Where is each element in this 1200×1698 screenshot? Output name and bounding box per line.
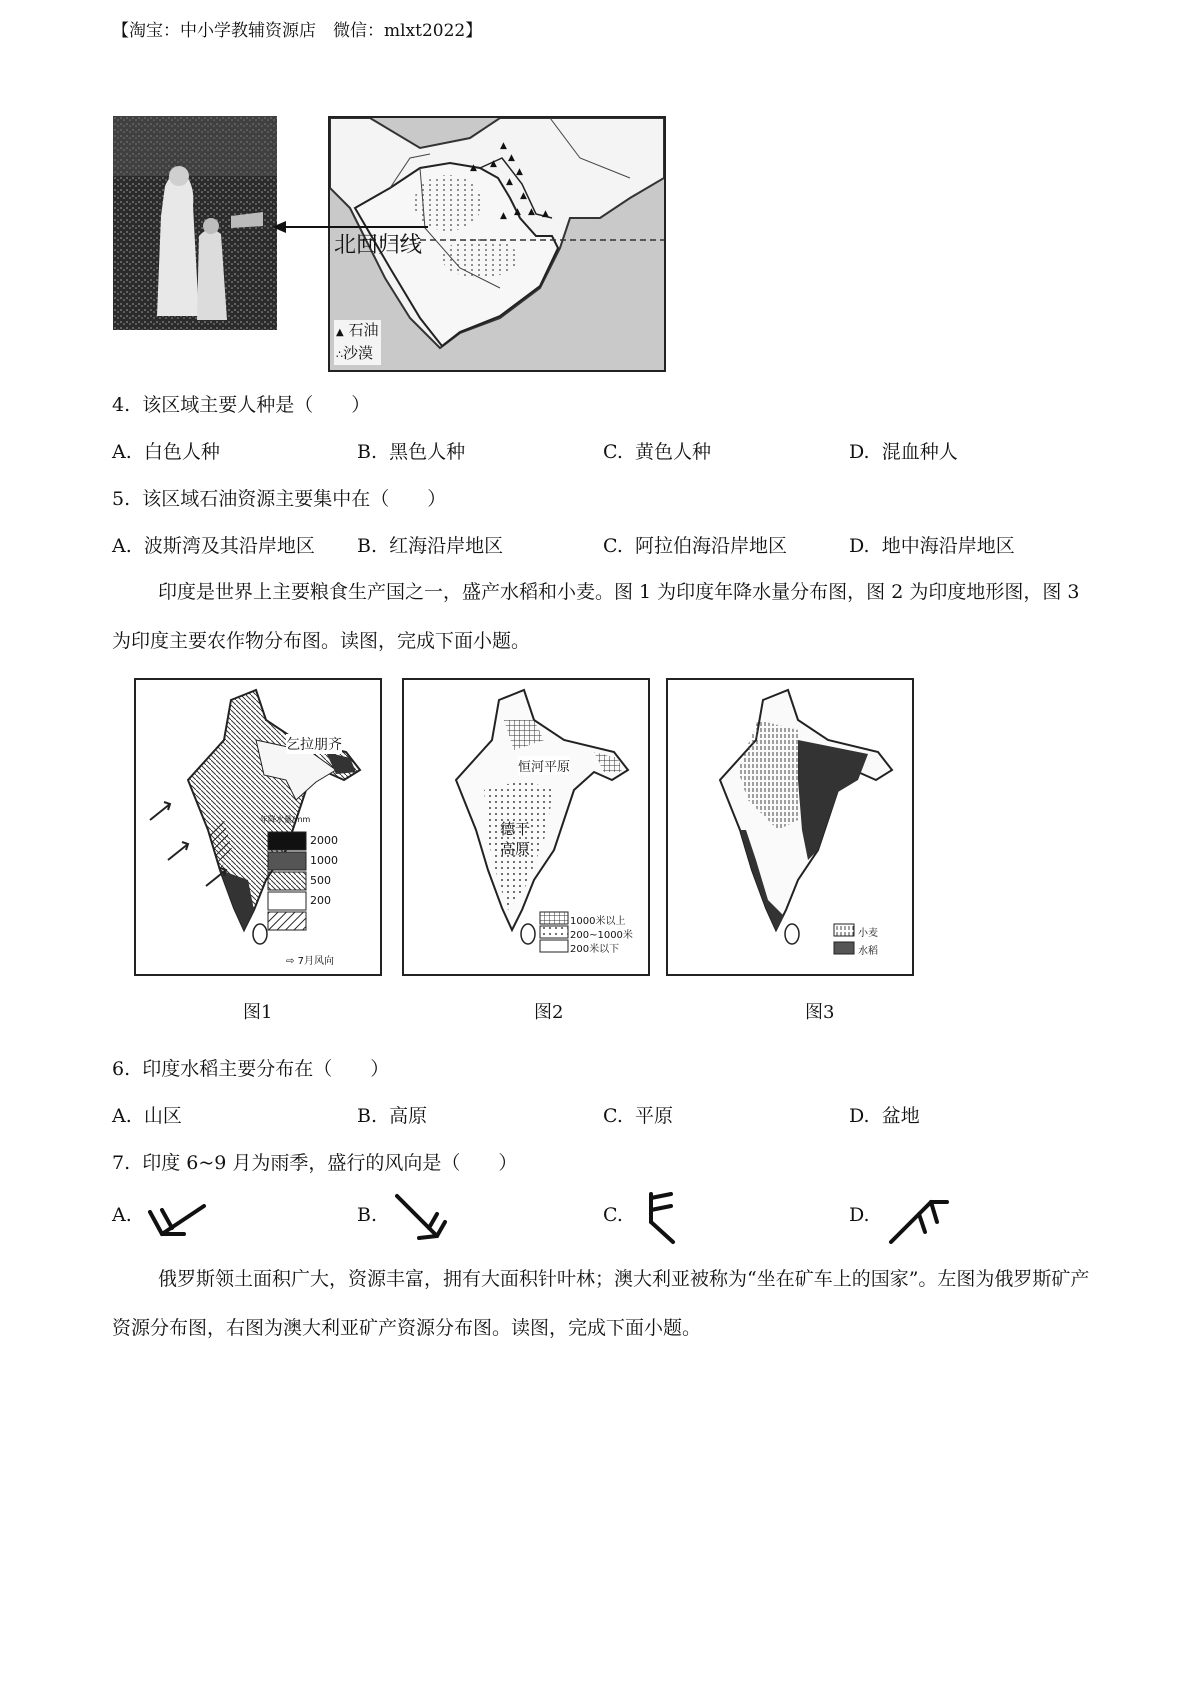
question-4: 4. 该区域主要人种是（ ） bbox=[112, 394, 371, 416]
q7-option-a[interactable]: A. bbox=[112, 1198, 332, 1248]
q7-option-b[interactable]: B. bbox=[357, 1198, 577, 1248]
question-7: 7. 印度 6~9 月为雨季，盛行的风向是（ ） bbox=[112, 1152, 518, 1174]
rainfall-legend-200: 200 bbox=[310, 894, 331, 907]
people-photo-drawing bbox=[113, 116, 277, 330]
rainfall-legend-1000: 1000 bbox=[310, 854, 338, 867]
deccan-label-1: 德干 bbox=[500, 820, 531, 838]
svg-text:▲: ▲ bbox=[470, 163, 477, 173]
q4-option-d[interactable]: D. 混血种人 bbox=[849, 441, 958, 463]
ganges-plain-label: 恒河平原 bbox=[518, 756, 570, 775]
legend-oil: ▲ 石油 bbox=[336, 321, 379, 339]
svg-text:▲: ▲ bbox=[516, 167, 523, 177]
wind-northeast-symbol-icon bbox=[637, 1190, 697, 1246]
passage-india: 印度是世界上主要粮食生产国之一，盛产水稻和小麦。图 1 为印度年降水量分布图，图 2 为印度地形图，图 3 为印度主要农作物分布图。读图，完成下面小题。 bbox=[112, 581, 1080, 652]
terrain-legend-mid: 200~1000米 bbox=[570, 930, 633, 941]
tropic-of-cancer-label: 北回归线 bbox=[334, 233, 423, 258]
q7-option-c[interactable]: C. bbox=[603, 1198, 823, 1248]
q6-option-b[interactable]: B. 高原 bbox=[357, 1105, 428, 1127]
svg-text:▲: ▲ bbox=[500, 211, 507, 221]
rainfall-legend-2000: 2000 bbox=[310, 834, 338, 847]
terrain-legend-high: 1000米以上 bbox=[570, 916, 626, 927]
svg-text:▲: ▲ bbox=[528, 207, 535, 217]
wind-legend: ⇨ 7月风向 bbox=[286, 956, 334, 967]
svg-text:▲: ▲ bbox=[508, 153, 515, 163]
svg-text:▲: ▲ bbox=[514, 207, 521, 217]
desert-icon: ∴ bbox=[336, 348, 343, 361]
q4-option-a[interactable]: A. 白色人种 bbox=[112, 441, 220, 463]
wind-arrow-icon: ⇨ bbox=[286, 956, 295, 967]
map-legend bbox=[334, 320, 381, 365]
q6-option-d[interactable]: D. 盆地 bbox=[849, 1105, 920, 1127]
fig2-caption: 图2 bbox=[534, 1002, 564, 1023]
arabian-peninsula-map bbox=[328, 116, 666, 372]
svg-text:▲: ▲ bbox=[506, 177, 513, 187]
crop-legend-wheat: 小麦 bbox=[858, 928, 878, 939]
q5-option-d[interactable]: D. 地中海沿岸地区 bbox=[849, 535, 1015, 557]
india-crops-map bbox=[666, 678, 914, 976]
q4-option-b[interactable]: B. 黑色人种 bbox=[357, 441, 466, 463]
rainfall-legend-500: 500 bbox=[310, 874, 331, 887]
q6-option-a[interactable]: A. 山区 bbox=[112, 1105, 182, 1127]
fig3-caption: 图3 bbox=[805, 1002, 835, 1023]
terrain-legend-low: 200米以下 bbox=[570, 944, 620, 955]
legend-desert: ∴沙漠 bbox=[336, 344, 374, 362]
q5-option-b[interactable]: B. 红海沿岸地区 bbox=[357, 535, 504, 557]
india-rainfall-drawing bbox=[136, 680, 380, 974]
q4-option-c[interactable]: C. 黄色人种 bbox=[603, 441, 712, 463]
people-photo bbox=[113, 116, 277, 330]
india-rainfall-map bbox=[134, 678, 382, 976]
svg-text:▲: ▲ bbox=[520, 191, 527, 201]
cherrapunji-label: 乞拉朋齐 bbox=[286, 734, 342, 754]
india-terrain-map bbox=[402, 678, 650, 976]
page-header: 【淘宝：中小学教辅资源店 微信：mlxt2022】 bbox=[112, 21, 483, 41]
svg-text:▲: ▲ bbox=[490, 159, 497, 169]
crop-legend-rice: 水稻 bbox=[858, 946, 878, 957]
wind-southeast-symbol-icon bbox=[885, 1192, 955, 1248]
wind-northwest-symbol-icon bbox=[393, 1192, 453, 1248]
svg-text:▲: ▲ bbox=[500, 141, 507, 151]
question-6: 6. 印度水稻主要分布在（ ） bbox=[112, 1058, 390, 1080]
svg-text:▲: ▲ bbox=[542, 209, 549, 219]
q6-option-c[interactable]: C. 平原 bbox=[603, 1105, 674, 1127]
question-5: 5. 该区域石油资源主要集中在（ ） bbox=[112, 488, 447, 510]
q5-option-c[interactable]: C. 阿拉伯海沿岸地区 bbox=[603, 535, 788, 557]
deccan-label-2: 高原 bbox=[500, 840, 531, 858]
oil-icon: ▲ bbox=[336, 327, 344, 338]
wind-southwest-symbol-icon bbox=[144, 1198, 216, 1242]
rainfall-legend-title: 年降水量/mm bbox=[260, 815, 311, 824]
passage-russia-australia: 俄罗斯领土面积广大，资源丰富，拥有大面积针叶林；澳大利亚被称为“坐在矿车上的国家”。左图为俄罗斯矿产资源分布图，右图为澳大利亚矿产资源分布图。读图，完成下面小题。 bbox=[112, 1268, 1090, 1339]
q7-option-d[interactable]: D. bbox=[849, 1198, 1069, 1248]
pointer-arrow bbox=[270, 220, 430, 234]
fig1-caption: 图1 bbox=[243, 1002, 273, 1023]
q5-option-a[interactable]: A. 波斯湾及其沿岸地区 bbox=[112, 535, 315, 557]
